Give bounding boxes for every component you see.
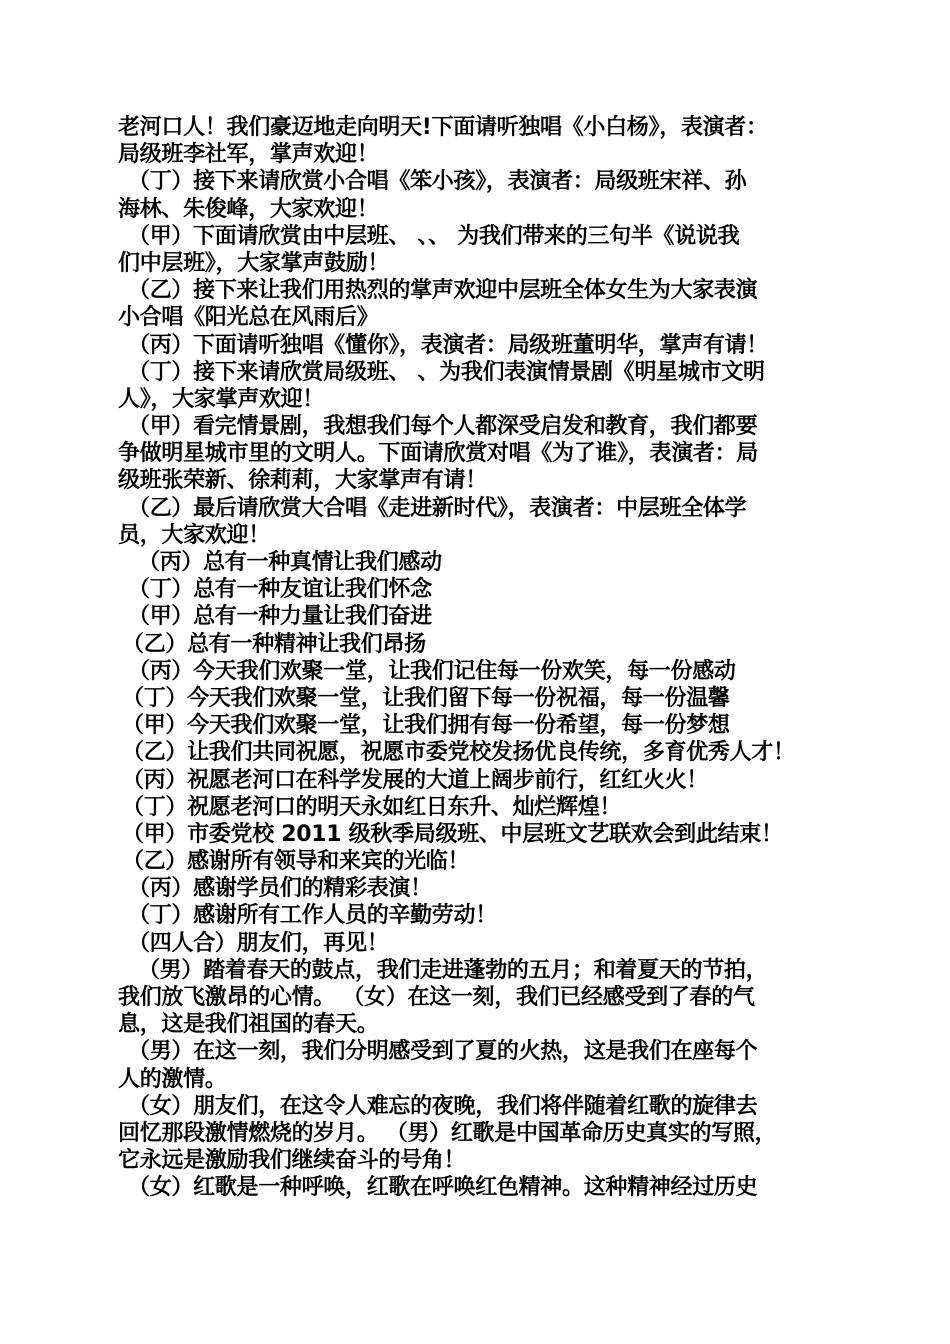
text-line: （丁）总有一种友谊让我们怀念 (128, 577, 432, 603)
text-line: （丙）祝愿老河口在科学发展的大道上阔步前行，红红火火！ (122, 767, 708, 793)
text-line: （丁）祝愿老河口的明天永如红日东升、灿烂辉煌！ (122, 794, 622, 820)
text-line: 它永远是激励我们继续奋斗的号角！ (118, 1148, 466, 1174)
text-line: （乙）总有一种精神让我们昂扬 (122, 631, 426, 657)
text-line: （丙）下面请听独唱《懂你》，表演者：局级班董明华，掌声有请！ (128, 332, 769, 358)
text-line: （丙）今天我们欢聚一堂，让我们记住每一份欢笑，每一份感动 (128, 658, 736, 684)
text-line: （乙）让我们共同祝愿，祝愿市委党校发扬优良传统，多育优秀人才！ (122, 740, 795, 766)
text-line: 争做明星城市里的文明人。下面请欣赏对唱《为了谁》，表演者：局 (118, 441, 759, 467)
text-line: （乙）感谢所有领导和来宾的光临！ (122, 849, 470, 875)
text-line: （乙）最后请欣赏大合唱《走进新时代》，表演者：中层班全体学 (128, 495, 747, 521)
text-line: （男）在这一刻，我们分明感受到了夏的火热，这是我们在座每个 (128, 1039, 758, 1065)
text-line: （甲）下面请欣赏由中层班、 、、 为我们带来的三句半《说说我 (128, 223, 740, 249)
text-line: 小合唱《阳光总在风雨后》 (118, 305, 379, 331)
text-line: （丙）总有一种真情让我们感动 (138, 550, 442, 575)
text-line: 我们放飞激昂的心情。 （女）在这一刻，我们已经感受到了春的气 (118, 985, 755, 1010)
text-line: 息，这是我们祖国的春天。 (118, 1012, 379, 1038)
text-line: 海林、朱俊峰，大家欢迎！ (118, 196, 379, 222)
text-line: （女）朋友们，在这令人难忘的夜晚，我们将伴随着红歌的旋律去 (128, 1093, 758, 1119)
text-line: （甲）市委党校 2011 级秋季局级班、中层班文艺联欢会到此结束！ (122, 821, 783, 847)
text-line: 老河口人！我们豪迈地走向明天!下面请听独唱《小白杨》，表演者： (118, 115, 768, 140)
text-line: 们中层班》，大家掌声鼓励！ (118, 250, 390, 276)
text-line: （甲）总有一种力量让我们奋进 (128, 604, 432, 630)
text-line: （丁）今天我们欢聚一堂，让我们留下每一份祝福，每一份温馨 (122, 685, 730, 711)
text-line: 回忆那段激情燃烧的岁月。 （男）红歌是中国革命历史真实的写照， (118, 1120, 777, 1146)
text-line: 局级班李社军，掌声欢迎！ (118, 142, 379, 168)
text-line: （丙）感谢学员们的精彩表演！ (128, 876, 432, 902)
text-line: （甲）看完情景剧，我想我们每个人都深受启发和教育，我们都要 (128, 414, 758, 440)
text-line: 级班张荣新、徐莉莉，大家掌声有请！ (118, 468, 487, 494)
text-line: （丁）感谢所有工作人员的辛勤劳动！ (128, 903, 497, 929)
text-line: 员，大家欢迎！ (118, 522, 270, 548)
text-line: （乙）接下来让我们用热烈的掌声欢迎中层班全体女生为大家表演 (128, 278, 758, 304)
text-line: （女）红歌是一种呼唤，红歌在呼唤红色精神。这种精神经过历史 (128, 1175, 758, 1201)
document-body (118, 114, 848, 1202)
text-line: （四人合）朋友们，再见！ (128, 930, 389, 956)
text-line: （男）踏着春天的鼓点，我们走进蓬勃的五月；和着夏天的节拍， (138, 957, 768, 983)
text-line: （甲）今天我们欢聚一堂，让我们拥有每一份希望，每一份梦想 (122, 713, 730, 739)
text-line: （丁）接下来请欣赏小合唱《笨小孩》，表演者：局级班宋祥、孙 (128, 169, 747, 195)
text-line: 人》，大家掌声欢迎！ (118, 386, 325, 412)
text-line: （丁）接下来请欣赏局级班、 、为我们表演情景剧《明星城市文明 (128, 359, 765, 385)
text-line: 人的激情。 (118, 1066, 227, 1092)
